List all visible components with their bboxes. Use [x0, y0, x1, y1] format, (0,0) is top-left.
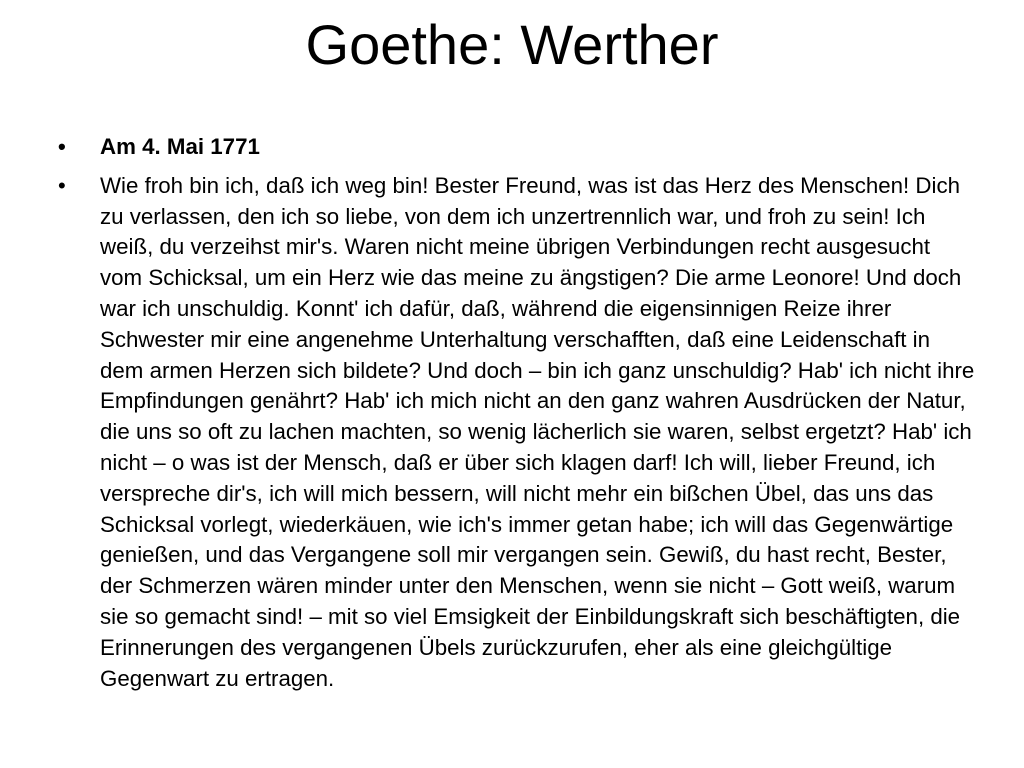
date-heading: Am 4. Mai 1771: [100, 134, 260, 159]
slide-content: [56, 132, 976, 700]
bullet-marker: •: [58, 134, 66, 159]
bullet-list: [56, 132, 976, 694]
letter-text: Wie froh bin ich, daß ich weg bin! Bester Freund, was ist das Herz des Menschen! Dich zu verlassen, den ich so liebe, von dem ich unzertrennlich war, und froh zu sein! Ich weiß, du verzeihst mir's. Waren nicht meine übrigen Verbindungen recht ausgesucht vom Schicksal, um ein Herz wie das meine zu ängstigen? Die arme Leonore! Und doch war ich unschuldig. Konnt' ich dafür, daß, während die eigensinnigen Reize ihrer Schwester mir eine angenehme Unterhaltung verschafften, daß eine Leidenschaft in dem armen Herzen sich bildete? Und doch – bin ich ganz unschuldig? Hab' ich nicht ihre Empfindungen genährt? Hab' ich mich nicht an den ganz wahren Ausdrücken der Natur, die uns so oft zu lachen machten, so wenig lächerlich sie waren, selbst ergetzt? Hab' ich nicht – o was ist der Mensch, daß er über sich klagen darf! Ich will, lieber Freund, ich verspreche dir's, ich will mich bessern, will nicht mehr ein bißchen Übel, das uns das Schicksal vorlegt, wiederkäuen, wie ich's immer getan habe; ich will das Gegenwärtige genießen, und das Vergangene soll mir vergangen sein. Gewiß, du hast recht, Bester, der Schmerzen wären minder unter den Menschen, wenn sie nicht – Gott weiß, warum sie so gemacht sind! – mit so viel Emsigkeit der Einbildungskraft sich beschäftigten, die Erinnerungen des vergangenen Übels zurückzurufen, eher als eine gleichgültige Gegenwart zu ertragen.: [100, 172, 975, 691]
bullet-item-letter: [56, 171, 976, 695]
slide-title: Goethe: Werther: [305, 13, 719, 76]
bullet-marker: •: [58, 172, 66, 198]
bullet-item-date: [56, 132, 976, 163]
